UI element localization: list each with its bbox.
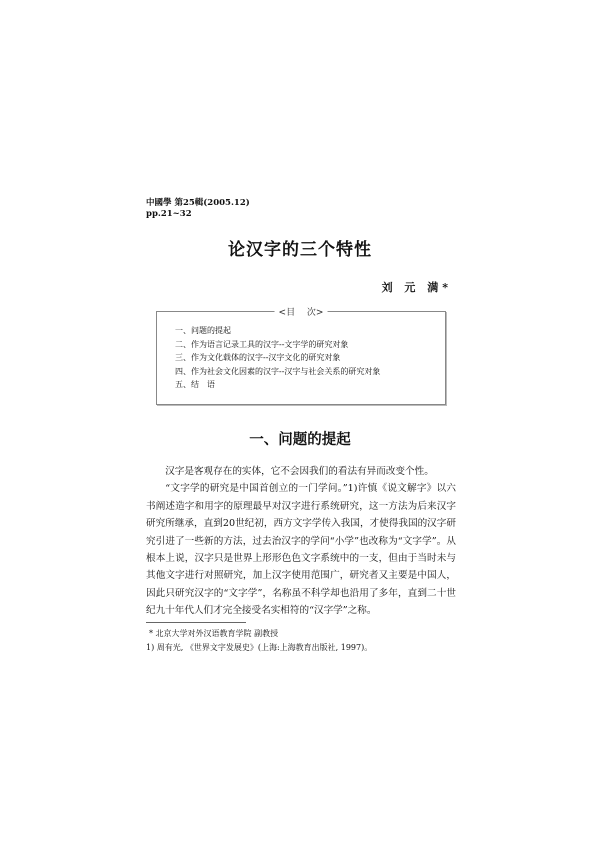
section-heading: 一、问题的提起	[249, 431, 351, 448]
footnote-divider	[146, 622, 246, 623]
paragraph: “文字学的研究是中国首创立的一门学问。”1)许慎《说文解字》以六书阐述造字和用字的原理最早对汉字进行系统研究，这一方法为后来汉字研究所继承，直到20世纪初，西方文字学传入我国，才使得我国的汉字研究引进了一些新的方法，过去治汉字的学问“小学”也改称为“文字学”。从根本上说，汉字只是世界上形形色色文字系统中的一支，但由于当时未与其他文字进行对照研究，加上汉字使用范围广，研究者又主要是中国人，因此只研究汉字的“文字学”，名称虽不科学却也沿用了多年，直到二十世纪九十年代人们才完全接受名实相符的“汉字学”之称。	[146, 483, 456, 617]
author-name: 刘 元 满*	[381, 281, 452, 294]
page-range: pp.21~32	[146, 209, 192, 219]
paper-title: 论汉字的三个特性	[228, 240, 372, 260]
footnote-reference: 1) 周有光, 《世界文字发展史》(上海:上海教育出版社, 1997)。	[146, 643, 373, 652]
footnote-author-affiliation: * 北京大学对外汉语教育学院 副教授	[149, 629, 279, 638]
toc-item: 三、作为文化载体的汉字--汉字文化的研究对象	[175, 353, 341, 362]
toc-item: 二、作为语言记录工具的汉字--文字学的研究对象	[175, 339, 349, 349]
footnotes	[146, 627, 372, 655]
journal-info: 中國學 第25輯(2005.12)	[146, 198, 250, 208]
body-text	[146, 463, 456, 620]
table-of-contents	[156, 308, 446, 405]
journal-header	[146, 198, 250, 220]
toc-item: 五、结 语	[175, 380, 215, 389]
toc-title: <目 次>	[275, 305, 328, 318]
toc-item: 四、作为社会文化因素的汉字--汉字与社会关系的研究对象	[175, 366, 381, 376]
toc-list	[175, 324, 380, 392]
paragraph: 汉字是客观存在的实体，它不会因我们的看法有异而改变个性。	[165, 466, 434, 477]
toc-item: 一、问题的提起	[175, 326, 231, 335]
